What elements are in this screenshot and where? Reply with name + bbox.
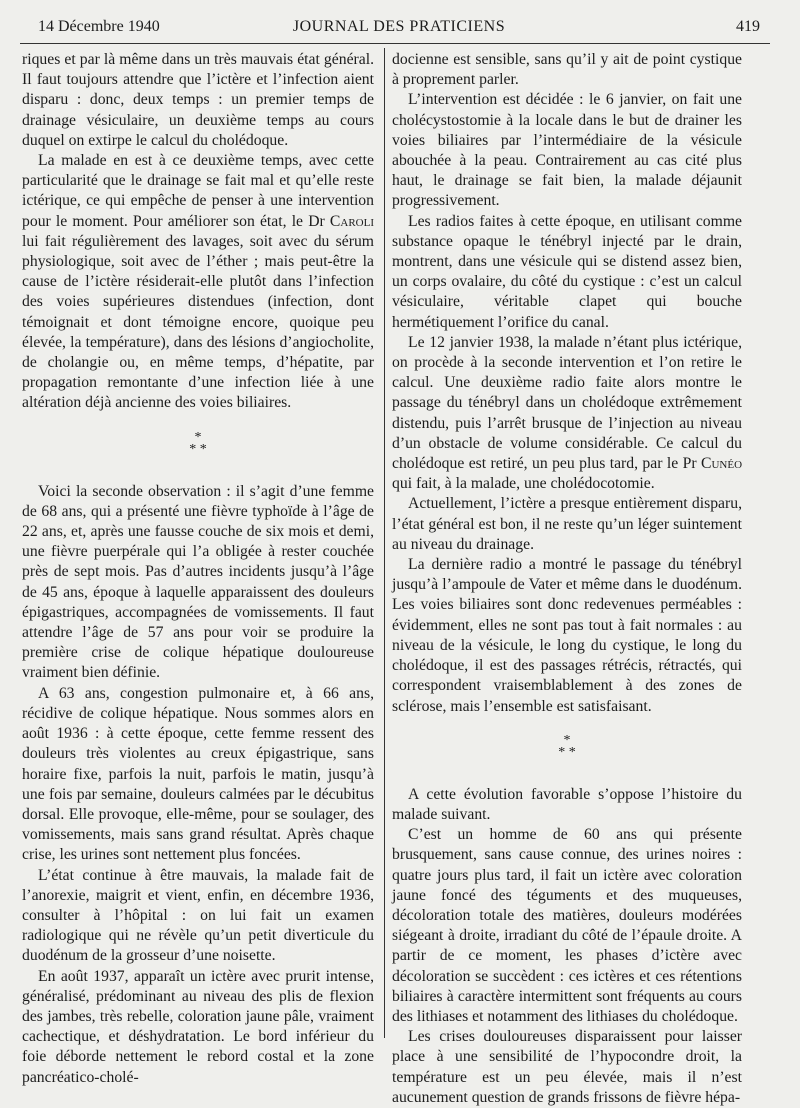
page-number: 419	[736, 18, 760, 35]
left-column	[22, 50, 374, 1088]
honorific: Pr	[682, 455, 697, 473]
paragraph: Actuellement, l’ictère a presque entièrement disparu, l’état général est bon, il ne reste qu’un léger suintement au niveau du drainage.	[392, 495, 742, 553]
paragraph: En août 1937, apparaît un ictère avec prurit intense, généralisé, prédominant au niveau des plis de flexion des jambes, très rebelle, coloration jaune pâle, vraiment cachectique, et déshydratation. Le bord inférieur du foie déborde nettement le rebord costal et la zone pancréatico-cholé-	[22, 967, 374, 1086]
column-divider	[384, 48, 385, 1038]
paragraph: Les radios faites à cette époque, en utilisant comme substance opaque le ténébryl injecté par le drain, montrent, dans une vésicule qui se distend assez bien, un corps ovalaire, du côté du cystique : c’est un calcul vésiculaire, véritable clapet qui bouche hermétiquement l’orifice du canal.	[392, 212, 742, 331]
paragraph: A 63 ans, congestion pulmonaire et, à 66 ans, récidive de colique hépatique. Nous sommes alors en août 1936 : à cette époque, cette femme ressent des douleurs très violentes au creux épigastrique, sans horaire fixe, parfois la nuit, parfois le matin, jusqu’à une fois par semaine, douleurs calmées par le décubitus dorsal. Elle provoque, elle-même, pour se soulager, des vomissements, mais sans grand résultat. Après chaque crise, les urines sont nettement plus foncées.	[22, 684, 374, 864]
paragraph: C’est un homme de 60 ans qui présente brusquement, sans cause connue, des urines noires : quatre jours plus tard, il fait un ictère avec coloration jaune foncé des téguments et des muqueuses, décoloration totale des matières, douleurs modérées siégeant à droite, irradiant du côté de l’épaule droite. A partir de ce moment, les phases d’ictère avec décoloration se succèdent : ces ictères et ces rétentions biliaires à caractère intermittent sont fréquents au cours des lithiases et notamment des lithiases du cholédoque.	[392, 826, 742, 1025]
paragraph: riques et par là même dans un très mauvais état général. Il faut toujours attendre que l’ictère et l’infection aient disparu : donc, deux temps : un premier temps de drainage vésiculaire, un deuxième temps au cours duquel on extirpe le calcul du cholédoque.	[22, 51, 374, 149]
paragraph: docienne est sensible, sans qu’il y ait de point cystique à proprement parler.	[392, 51, 742, 89]
paragraph: Les crises douloureuses disparaissent pour laisser place à une sensibilité de l’hypocondre droit, la température est un peu élevée, mais il n’est aucunement question de grands frissons de fièvre hépa-	[392, 1028, 742, 1106]
header-rule	[20, 43, 770, 44]
section-separator: * * *	[189, 429, 207, 457]
person-name: Cunéo	[701, 455, 743, 473]
person-name: Caroli	[329, 212, 374, 230]
running-header	[38, 18, 760, 40]
journal-title: JOURNAL DES PRATICIENS	[292, 18, 506, 35]
paragraph: La dernière radio a montré le passage du ténébryl jusqu’à l’ampoule de Vater et même dans le duodénum. Les voies biliaires sont donc redevenues perméables : évidemment, elles ne sont pas tout à fait normales : au niveau de la vésicule, le long du cystique, le long du cholédoque, il est des passages rétrécis, rétractés, qui correspondent vraisemblablement à des zones de sclérose, mais l’ensemble est satisfaisant.	[392, 556, 742, 715]
right-column	[392, 50, 742, 1108]
paragraph: Voici la seconde observation : il s’agit d’une femme de 68 ans, qui a présenté une fièvre typhoïde à l’âge de 22 ans, et, après une fausse couche de six mois et demi, une fièvre puerpérale qui l’a obligée à rester couchée près de sept mois. Pas d’autres incidents jusqu’à l’âge de 45 ans, époque à laquelle apparaissent des douleurs épigastriques, accompagnées de vomissements. Il faut attendre l’âge de 57 ans pour voir se produire la première crise de colique hépatique douloureuse vraiment bien définie.	[22, 482, 374, 682]
paragraph: L’état continue à être mauvais, la malade fait de l’anorexie, maigrit et vient, enfin, en décembre 1936, consulter à l’hôpital : on lui fait un examen radiologique qui ne révèle qu’un petit diverticule du duodénum de la grosseur d’une noisette.	[22, 866, 374, 965]
issue-date: 14 Décembre 1940	[38, 18, 160, 35]
paragraph: Le 12 janvier 1938, la malade n’étant plus ictérique, on procède à la seconde intervention et l’on retire le calcul. Une deuxième radio faite alors montre le passage du ténébryl dans un cholédoque extrêmement distendu, puis l’arrêt brusque de l’injection au niveau d’un obstacle de volume considérable. Ce calcul du cholédoque est retiré, un peu plus tard, par le Pr Cunéo qui fait, à la malade, une cholédocotomie.	[392, 333, 743, 493]
section-separator: * * *	[558, 732, 576, 760]
paragraph: A cette évolution favorable s’oppose l’histoire du malade suivant.	[392, 785, 742, 823]
honorific: Dr	[308, 212, 325, 230]
paragraph: L’intervention est décidée : le 6 janvier, on fait une cholécystostomie à la locale dans le but de drainer les voies biliaires par l’intermédiaire de la vésicule abouchée à la peau. Contrairement au cas cité plus haut, le drainage se fait bien, la malade déjaunit progressivement.	[392, 91, 742, 210]
paragraph: La malade en est à ce deuxième temps, avec cette particularité que le drainage se fait mal et qu’elle reste ictérique, ce qui empêche de penser à une intervention pour le moment. Pour améliorer son état, le Dr Caroli lui fait régulièrement des lavages, soit avec du sérum physiologique, soit avec de l’éther ; mais peut-être la cause de l’ictère résiderait-elle plutôt dans l’infection des voies supérieures distendues (infection, dont témoignait et dont témoigne encore, quoique peu élevée, la température), dans des lésions d’angiocholite, de cholangie ou, en même temps, d’hépatite, par propagation remontante d’une infection liée à une altération déjà ancienne des voies biliaires.	[22, 152, 374, 412]
